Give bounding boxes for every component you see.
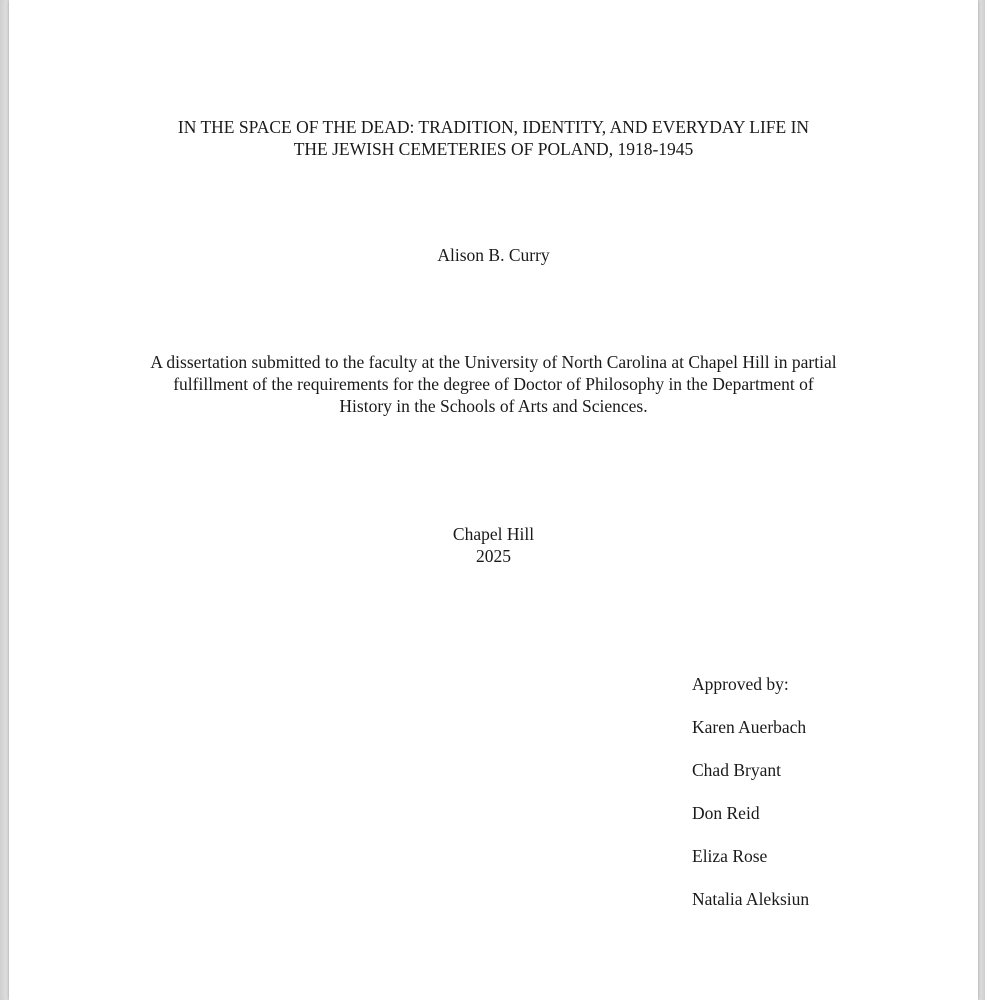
- submission-statement: [9, 351, 978, 417]
- title-line-1: IN THE SPACE OF THE DEAD: TRADITION, IDENTITY, AND EVERYDAY LIFE IN: [177, 117, 810, 137]
- viewer-background-right: [978, 0, 985, 1000]
- committee-member: Natalia Aleksiun: [692, 889, 810, 909]
- place: Chapel Hill: [452, 524, 535, 544]
- committee-member: Chad Bryant: [692, 760, 781, 780]
- dissertation-title: [9, 116, 978, 160]
- approval-heading: Approved by:: [692, 674, 789, 694]
- committee-member: Karen Auerbach: [692, 717, 807, 737]
- year: 2025: [476, 546, 511, 566]
- committee-member: Eliza Rose: [692, 846, 768, 866]
- viewer-background-left: [0, 0, 9, 1000]
- statement-line-1: A dissertation submitted to the faculty at the University of North Carolina at Chapel Hill in partial: [150, 352, 837, 372]
- document-page: [9, 0, 978, 1000]
- approval-block: [692, 673, 809, 931]
- title-line-2: THE JEWISH CEMETERIES OF POLAND, 1918-1945: [293, 139, 694, 159]
- statement-line-2: fulfillment of the requirements for the degree of Doctor of Philosophy in the Department of: [173, 374, 814, 394]
- author-name: Alison B. Curry: [437, 245, 550, 265]
- statement-line-3: History in the Schools of Arts and Sciences.: [339, 396, 648, 416]
- committee-member: Don Reid: [692, 803, 760, 823]
